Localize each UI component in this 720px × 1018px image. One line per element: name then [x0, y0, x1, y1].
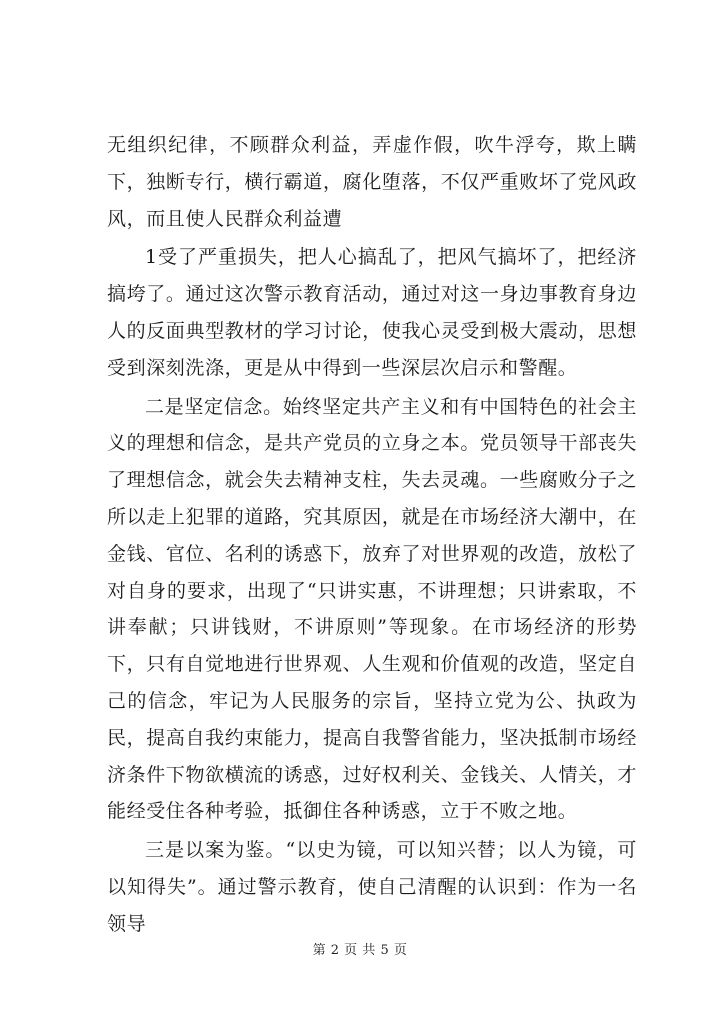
paragraph-firm-belief: 二是坚定信念。始终坚定共产主义和有中国特色的社会主义的理想和信念，是共产党员的立身之本。党员领导干部丧失了理想信念，就会失去精神支柱，失去灵魂。一些腐败分子之所以走上犯罪的道路，究其原因，就是在市场经济大潮中，在金钱、官位、名利的诱惑下，放弃了对世界观的改造，放松了对自身的要求，出现了“只讲实惠，不讲理想；只讲索取，不讲奉献；只讲钱财，不讲原则”等现象。在市场经济的形势下，只有自觉地进行世界观、人生观和价值观的改造，坚定自己的信念，牢记为人民服务的宗旨，坚持立党为公、执政为民，提高自我约束能力，提高自我警省能力，坚决抵制市场经济条件下物欲横流的诱惑，过好权利关、金钱关、人情关，才能经受住各种考验，抵御住各种诱惑，立于不败之地。 [107, 395, 637, 823]
paragraph-lessons: 三是以案为鉴。“以史为镜，可以知兴替；以人为镜，可以知得失”。通过警示教育，使自己清醒的认识到：作为一名领导 [107, 839, 637, 935]
paragraph-continuation: 无组织纪律，不顾群众利益，弄虚作假，吹牛浮夸，欺上瞒下，独断专行，横行霸道，腐化堕落，不仅严重败坏了党风政风，而且使人民群众利益遭 [107, 134, 637, 230]
page-number-footer: 第 2 页 共 5 页 [312, 943, 408, 958]
paragraph-losses: 1受了严重损失，把人心搞乱了，把风气搞坏了，把经济搞垮了。通过这次警示教育活动，通过对这一身边事教育身边人的反面典型教材的学习讨论，使我心灵受到极大震动，思想受到深刻洗涤，更是从中得到一些深层次启示和警醒。 [107, 246, 637, 379]
document-body [107, 127, 637, 943]
